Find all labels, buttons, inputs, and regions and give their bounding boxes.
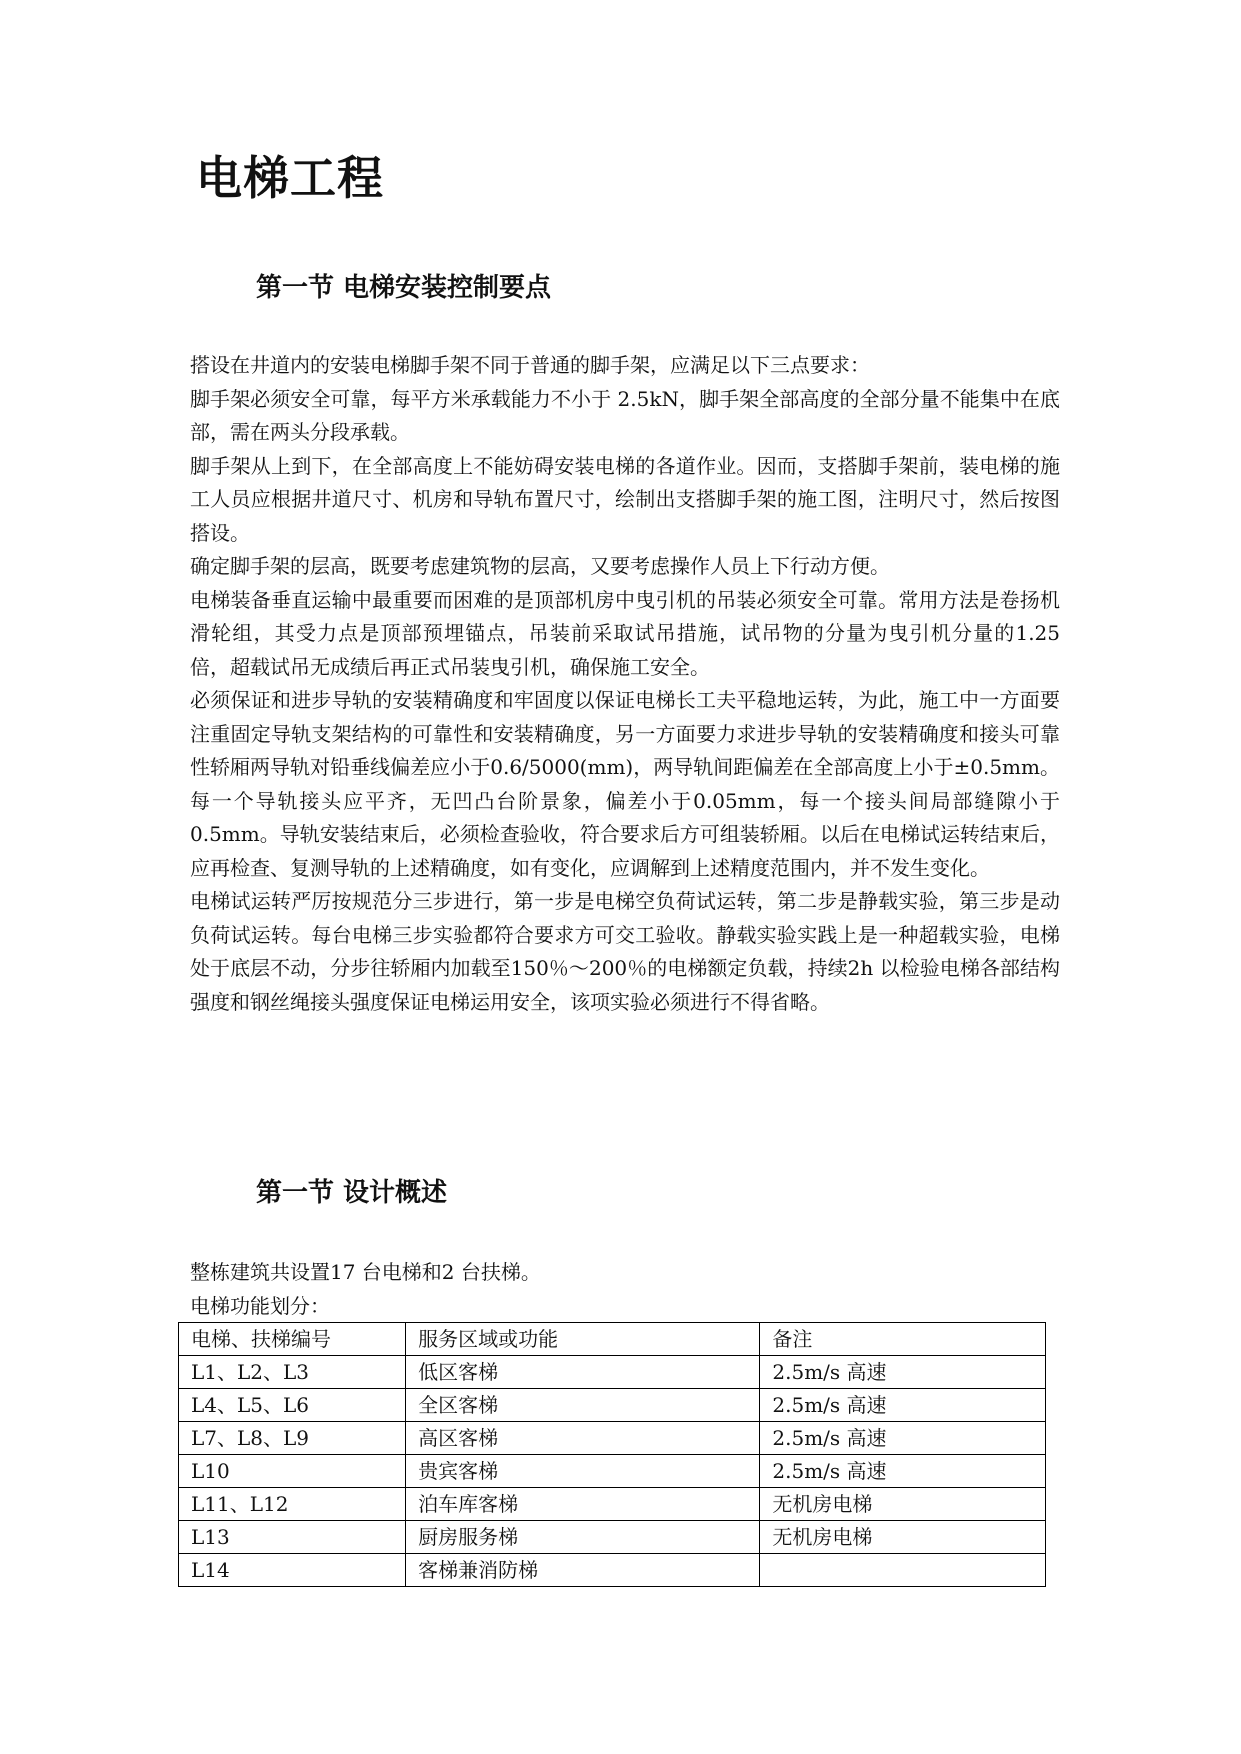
table-row	[179, 1488, 1046, 1521]
paragraph: 脚手架必须安全可靠，每平方米承载能力不小于 2.5kN，脚手架全部高度的全部分量不能集中在底部，需在两头分段承载。	[190, 386, 1060, 444]
table-cell-function: 客梯兼消防梯	[406, 1554, 760, 1587]
table-caption: 电梯功能划分：	[190, 1293, 330, 1318]
section-body-design-overview	[190, 1256, 1060, 1323]
table-cell-number: L4、L5、L6	[179, 1389, 406, 1422]
table-row	[179, 1521, 1046, 1554]
paragraph: 确定脚手架的层高，既要考虑建筑物的层高，又要考虑操作人员上下行动方便。	[190, 554, 890, 578]
table-cell-number: L1、L2、L3	[179, 1356, 406, 1389]
table-cell-number: L14	[179, 1554, 406, 1587]
elevator-function-table	[178, 1322, 1046, 1587]
paragraph: 必须保证和进步导轨的安装精确度和牢固度以保证电梯长工夫平稳地运转，为此，施工中一方面要注重固定导轨支架结构的可靠性和安装精确度，另一方面要力求进步导轨的安装精确度和接头可靠性轿厢两导轨对铅垂线偏差应小于0.6/5000(mm)，两导轨间距偏差在全部高度上小于±0.5mm。每一个导轨接头应平齐，无凹凸台阶景象，偏差小于0.05mm，每一个接头间局部缝隙小于0.5mm。导轨安装结束后，必须检查验收，符合要求后方可组装轿厢。以后在电梯试运转结束后，应再检查、复测导轨的上述精确度，如有变化，应调解到上述精度范围内，并不发生变化。	[190, 688, 1060, 880]
table-row	[179, 1455, 1046, 1488]
table-header-row	[179, 1323, 1046, 1356]
table-cell-number: L7、L8、L9	[179, 1422, 406, 1455]
column-header-number: 电梯、扶梯编号	[179, 1323, 406, 1356]
table-cell-function: 高区客梯	[406, 1422, 760, 1455]
document-title: 电梯工程	[196, 151, 384, 205]
table-row	[179, 1356, 1046, 1389]
table-cell-number: L10	[179, 1455, 406, 1488]
table-cell-number: L11、L12	[179, 1488, 406, 1521]
column-header-function: 服务区域或功能	[406, 1323, 760, 1356]
table-cell-number: L13	[179, 1521, 406, 1554]
table-row	[179, 1422, 1046, 1455]
paragraph: 电梯试运转严厉按规范分三步进行，第一步是电梯空负荷试运转，第二步是静载实验，第三步是动负荷试运转。每台电梯三步实验都符合要求方可交工验收。静载实验实践上是一种超载实验，电梯处于底层不动，分步往轿厢内加载至150％～200％的电梯额定负载，持续2h 以检验电梯各部结构强度和钢丝绳接头强度保证电梯运用安全，该项实验必须进行不得省略。	[190, 889, 1060, 1014]
column-header-remarks: 备注	[760, 1323, 1046, 1356]
paragraph: 电梯装备垂直运输中最重要而困难的是顶部机房中曳引机的吊装必须安全可靠。常用方法是卷扬机滑轮组，其受力点是顶部预埋锚点，吊装前采取试吊措施，试吊物的分量为曳引机分量的1.25 倍，超载试吊无成绩后再正式吊装曳引机，确保施工安全。	[190, 587, 1060, 679]
table-cell-function: 泊车库客梯	[406, 1488, 760, 1521]
paragraph: 脚手架从上到下，在全部高度上不能妨碍安装电梯的各道作业。因而，支搭脚手架前，装电梯的施工人员应根据井道尺寸、机房和导轨布置尺寸，绘制出支搭脚手架的施工图，注明尺寸，然后按图搭设。	[190, 453, 1060, 545]
intro-paragraph: 整栋建筑共设置17 台电梯和2 台扶梯。	[190, 1260, 541, 1284]
table-cell-remarks: 2.5m/s 高速	[760, 1356, 1046, 1389]
table-row	[179, 1389, 1046, 1422]
table-cell-function: 厨房服务梯	[406, 1521, 760, 1554]
table-cell-remarks	[760, 1554, 1046, 1587]
table-cell-function: 贵宾客梯	[406, 1455, 760, 1488]
table-row	[179, 1554, 1046, 1587]
table-cell-function: 低区客梯	[406, 1356, 760, 1389]
section-heading-design-overview: 第一节 设计概述	[256, 1178, 448, 1208]
table-cell-remarks: 2.5m/s 高速	[760, 1422, 1046, 1455]
section-heading-installation: 第一节 电梯安装控制要点	[256, 273, 552, 303]
table-cell-function: 全区客梯	[406, 1389, 760, 1422]
table-cell-remarks: 无机房电梯	[760, 1488, 1046, 1521]
table-cell-remarks: 无机房电梯	[760, 1521, 1046, 1554]
table-cell-remarks: 2.5m/s 高速	[760, 1389, 1046, 1422]
table-cell-remarks: 2.5m/s 高速	[760, 1455, 1046, 1488]
paragraph: 搭设在井道内的安装电梯脚手架不同于普通的脚手架，应满足以下三点要求：	[190, 353, 870, 377]
section-body-installation	[190, 349, 1060, 1019]
